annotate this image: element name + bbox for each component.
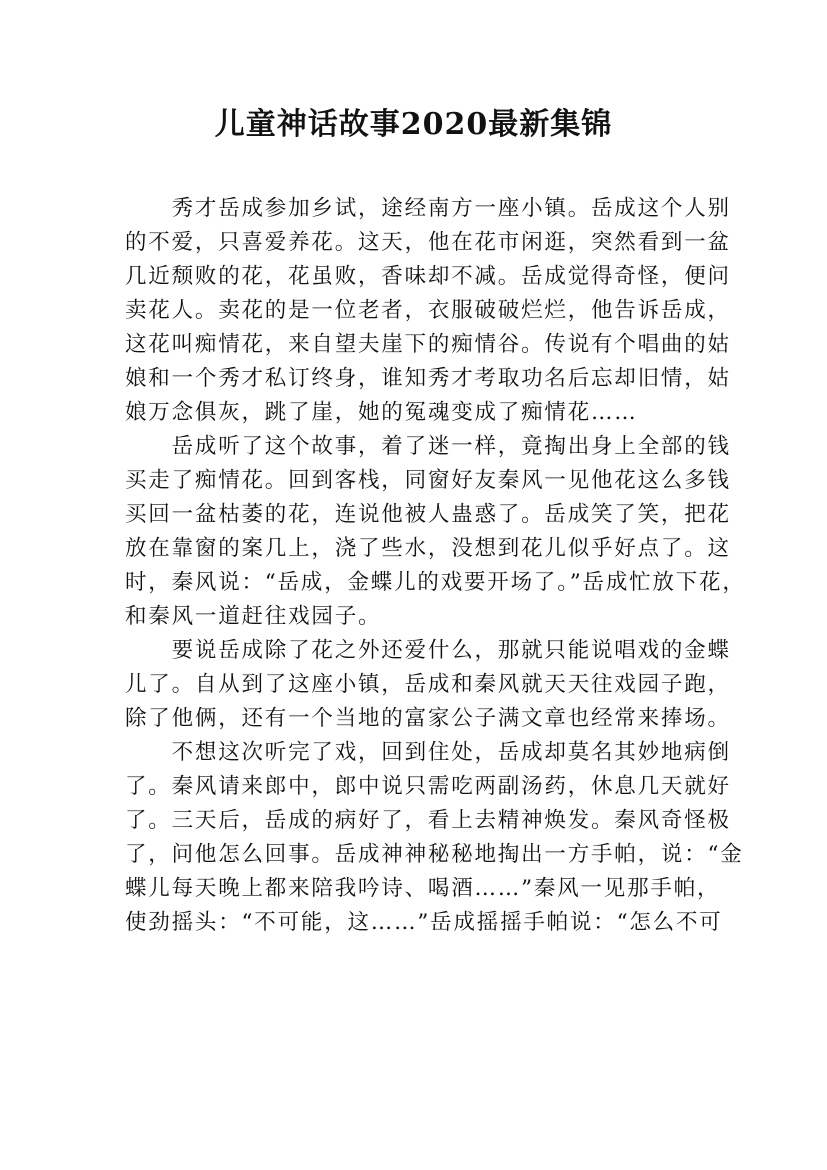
text-line: 蝶儿每天晚上都来陪我吟诗、喝酒……”秦风一见那手帕，: [125, 876, 721, 901]
page-title: 儿童神话故事2020最新集锦: [214, 107, 613, 142]
text-line: 了，问他怎么回事。岳成神神秘秘地掏出一方手帕，说：“金: [125, 842, 744, 867]
text-line: 要说岳成除了花之外还爱什么，那就只能说唱戏的金蝶: [125, 638, 731, 663]
text-line: 这花叫痴情花，来自望夫崖下的痴情谷。传说有个唱曲的姑: [125, 332, 731, 357]
text-line: 的不爱，只喜爱养花。这天，他在花市闲逛，突然看到一盆: [125, 230, 731, 255]
text-line: 卖花人。卖花的是一位老者，衣服破破烂烂，他告诉岳成，: [125, 298, 731, 323]
text-line: 秀才岳成参加乡试，途经南方一座小镇。岳成这个人别: [125, 196, 731, 221]
text-line: 不想这次听完了戏，回到住处，岳成却莫名其妙地病倒: [125, 740, 731, 765]
text-line: 儿了。自从到了这座小镇，岳成和秦风就天天往戏园子跑，: [125, 672, 731, 697]
text-line: 买回一盆枯萎的花，连说他被人蛊惑了。岳成笑了笑，把花: [125, 502, 731, 527]
text-line: 买走了痴情花。回到客栈，同窗好友秦风一见他花这么多钱: [125, 468, 731, 493]
text-line: 时，秦风说：“岳成，金蝶儿的戏要开场了。”岳成忙放下花，: [125, 570, 746, 595]
text-line: 除了他俩，还有一个当地的富家公子满文章也经常来捧场。: [125, 706, 731, 731]
text-line: 了。秦风请来郎中，郎中说只需吃两副汤药，休息几天就好: [125, 774, 731, 799]
text-line: 岳成听了这个故事，着了迷一样，竟掏出身上全部的钱: [125, 434, 731, 459]
text-line: 娘和一个秀才私订终身，谁知秀才考取功名后忘却旧情，姑: [125, 366, 731, 391]
text-line: 几近颓败的花，花虽败，香味却不减。岳成觉得奇怪，便问: [125, 264, 731, 289]
text-line: 和秦风一道赶往戏园子。: [125, 604, 382, 629]
text-line: 放在靠窗的案几上，浇了些水，没想到花儿似乎好点了。这: [125, 536, 731, 561]
text-line: 娘万念俱灰，跳了崖，她的冤魂变成了痴情花……: [125, 400, 638, 425]
text-line: 了。三天后，岳成的病好了，看上去精神焕发。秦风奇怪极: [125, 808, 731, 833]
text-line: 使劲摇头：“不可能，这……”岳成摇摇手帕说：“怎么不可: [125, 910, 723, 935]
